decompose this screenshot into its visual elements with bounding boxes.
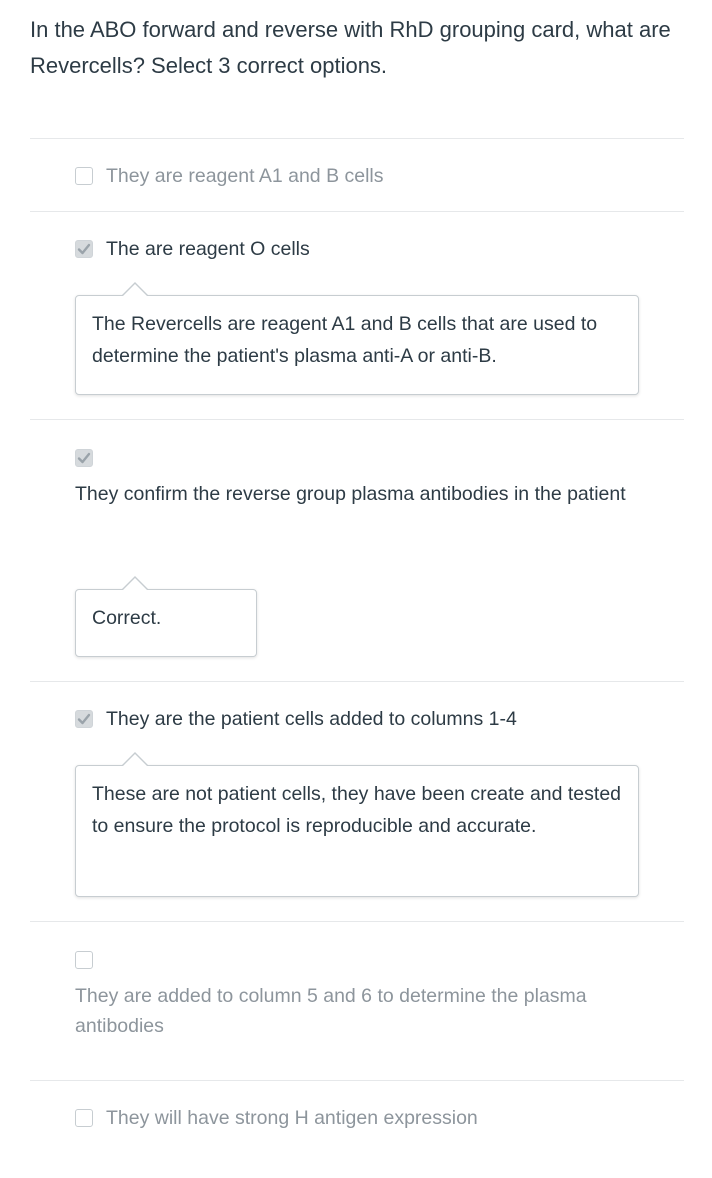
answer-option-3[interactable]: [75, 446, 635, 509]
answer-feedback-box: [75, 589, 257, 657]
answer-feedback-text: The Revercells are reagent A1 and B cells that are used to determine the patient's plasma anti-A or anti-B.: [92, 313, 598, 367]
answer-option-label: The are reagent O cells: [106, 238, 310, 260]
empty-checkbox-icon[interactable]: [75, 951, 93, 969]
checkmark-icon[interactable]: [75, 449, 93, 467]
checkmark-icon[interactable]: [75, 240, 93, 258]
answer-feedback-box: [75, 765, 639, 897]
divider: [30, 1080, 684, 1081]
answer-option-label: They are the patient cells added to columns 1-4: [106, 708, 517, 730]
answer-feedback-box: [75, 295, 639, 395]
answer-option-5[interactable]: [75, 948, 635, 1041]
answer-option-label: They are added to column 5 and 6 to determine the plasma antibodies: [75, 985, 587, 1037]
question-text: In the ABO forward and reverse with RhD grouping card, what are Revercells? Select 3 correct options.: [30, 17, 671, 78]
answer-option-label: They confirm the reverse group plasma antibodies in the patient: [75, 483, 626, 505]
answer-option-2[interactable]: [75, 234, 310, 264]
empty-checkbox-icon[interactable]: [75, 1109, 93, 1127]
divider: [30, 138, 684, 139]
checkmark-icon[interactable]: [75, 710, 93, 728]
answer-option-4[interactable]: [75, 704, 517, 734]
divider: [30, 211, 684, 212]
answer-feedback-text: Correct.: [92, 607, 162, 629]
divider: [30, 921, 684, 922]
answer-feedback-text: These are not patient cells, they have been create and tested to ensure the protocol is reproducible and accurate.: [92, 783, 622, 837]
divider: [30, 681, 684, 682]
answer-option-label: They are reagent A1 and B cells: [106, 165, 384, 187]
answer-option-label: They will have strong H antigen expression: [106, 1107, 478, 1129]
empty-checkbox-icon[interactable]: [75, 167, 93, 185]
answer-option-6[interactable]: [75, 1103, 478, 1133]
answer-option-1[interactable]: [75, 161, 384, 191]
divider: [30, 419, 684, 420]
